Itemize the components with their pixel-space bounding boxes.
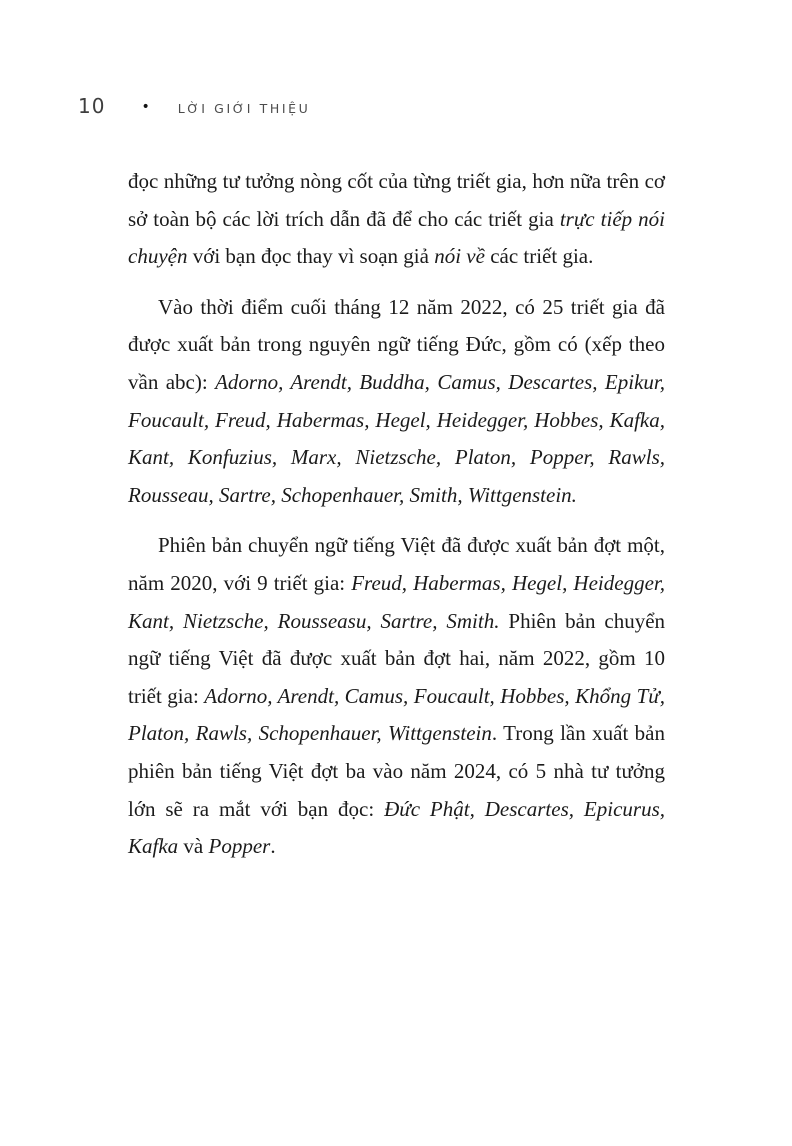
body-text: [128, 163, 665, 879]
text-run: Đức Phật, Descartes, Epicurus, Kafka: [128, 796, 665, 859]
bullet-separator-icon: •: [141, 99, 150, 115]
text-run: Freud, Habermas, Hegel, Heidegger, Kant, Nietzsche, Rousseasu, Sartre, Smith.: [128, 570, 665, 633]
text-run: Adorno, Arendt, Buddha, Camus, Descartes, Epikur, Foucault, Freud, Habermas, Hegel, Heidegger, Hobbes, Kafka, Kant, Konfuzius, Marx, Nietzsche, Platon, Popper, Rawls, Rousseau, Sartre, Schopenhauer, Smith, Wittgenstein.: [128, 369, 665, 507]
page-number: 10: [78, 94, 106, 118]
text-run: với bạn đọc thay vì soạn giả: [187, 244, 435, 269]
text-run: Phiên bản chuyển ngữ tiếng Việt đã được xuất bản đợt hai, năm 2022, gồm 10 triết gia:: [128, 608, 666, 708]
text-run: Popper: [208, 834, 271, 859]
text-run: Phiên bản chuyển ngữ tiếng Việt đã được xuất bản đợt một, năm 2020, với 9 triết gia:: [128, 533, 665, 595]
text-run: .: [270, 834, 276, 859]
text-run: và: [178, 834, 209, 859]
text-run: Adorno, Arendt, Camus, Foucault, Hobbes, Khổng Tử, Platon, Rawls, Schopenhauer, Wittgenstein: [128, 683, 665, 746]
running-head-title: LỜI GIỚI THIỆU: [177, 101, 311, 116]
text-run: nói về: [434, 244, 485, 269]
paragraph: [128, 289, 665, 515]
text-run: các triết gia.: [484, 244, 594, 269]
text-run: . Trong lần xuất bản phiên bản tiếng Việt đợt ba vào năm 2024, có 5 nhà tư tưởng lớn sẽ ra mắt với bạn đọc:: [128, 721, 665, 821]
text-run: đọc những tư tưởng nòng cốt của từng triết gia, hơn nữa trên cơ sở toàn bộ các lời trích dẫn đã để cho các triết gia: [128, 169, 665, 231]
paragraph: [128, 163, 665, 276]
text-run: Vào thời điểm cuối tháng 12 năm 2022, có 25 triết gia đã được xuất bản trong nguyên ngữ tiếng Đức, gồm có (xếp theo vần abc):: [128, 294, 665, 394]
text-run: trực tiếp nói chuyện: [128, 206, 666, 269]
paragraph: [128, 527, 665, 865]
page-header: [78, 94, 310, 118]
